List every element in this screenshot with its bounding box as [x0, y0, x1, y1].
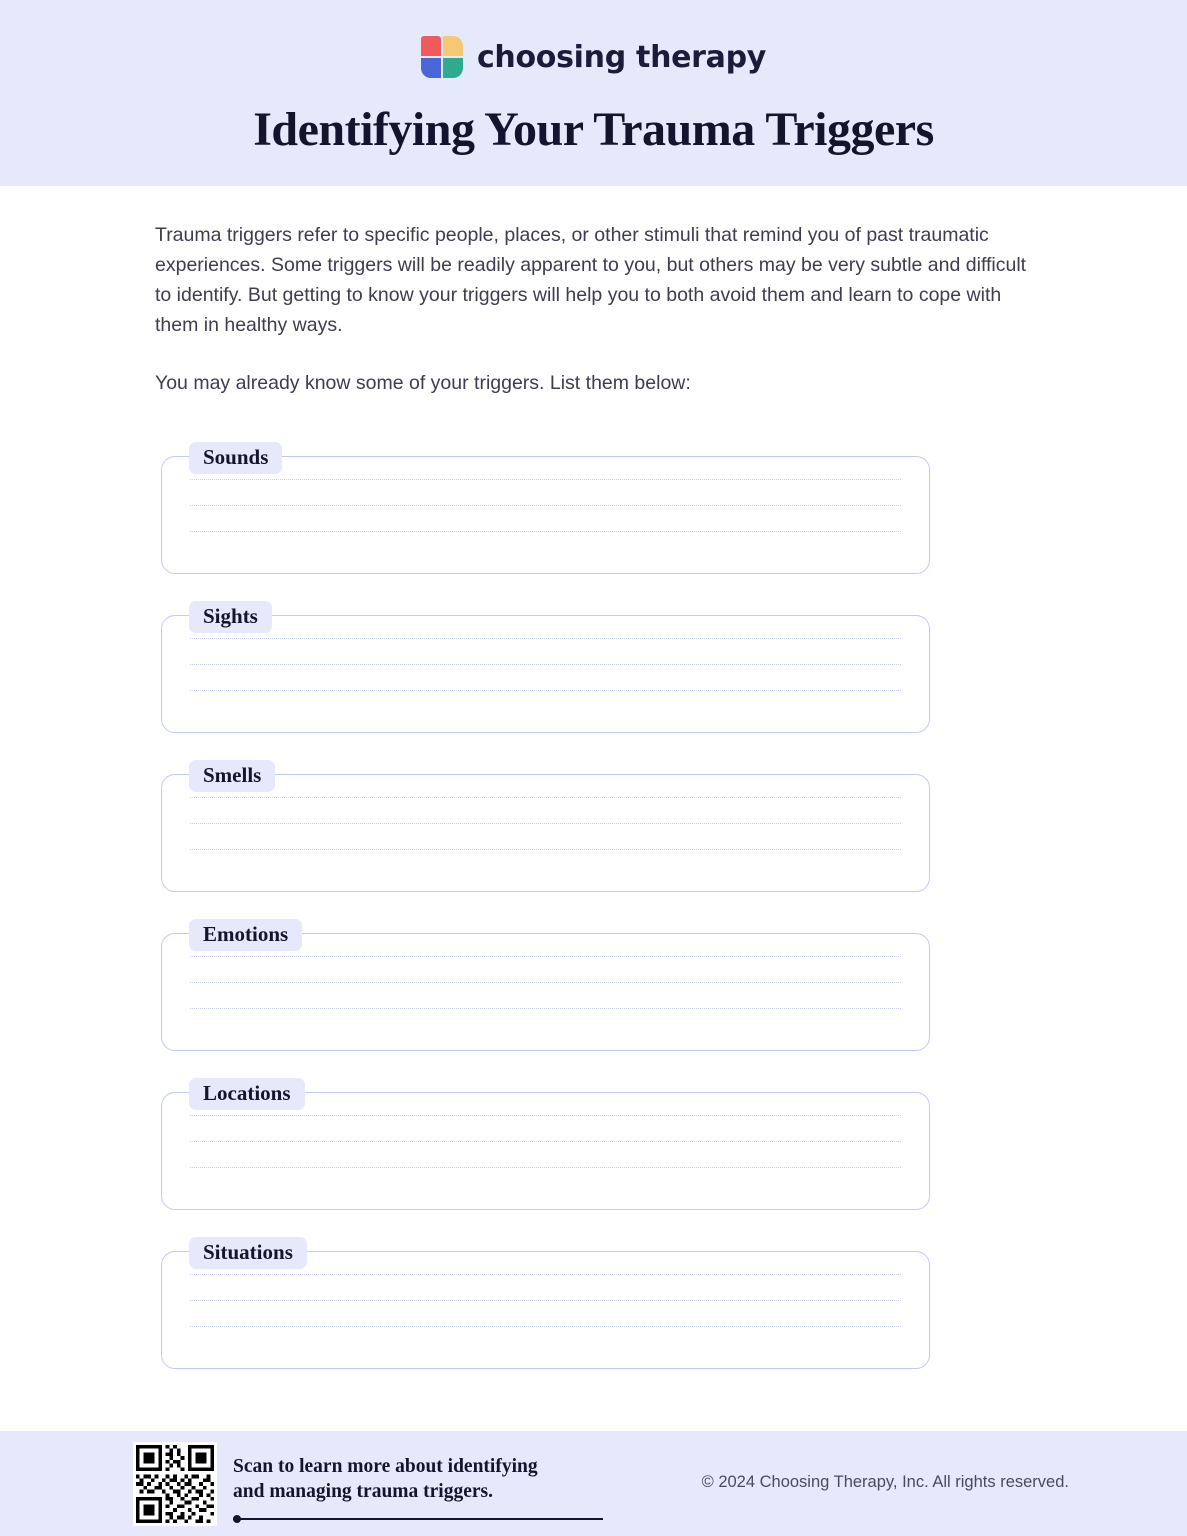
brand [421, 30, 766, 84]
write-line [190, 823, 901, 824]
write-line [190, 505, 901, 506]
scan-underline [233, 1518, 603, 1520]
write-line [190, 797, 901, 798]
qr-code-icon[interactable] [133, 1442, 217, 1526]
field-label-situations: Situations [189, 1237, 307, 1269]
field-smells [158, 763, 1047, 892]
field-sounds [158, 445, 1047, 574]
choosing-therapy-logo-icon [421, 36, 463, 78]
write-line [190, 479, 901, 480]
write-line [190, 690, 901, 691]
intro-paragraph-1: Trauma triggers refer to specific people, places, or other stimuli that remind you of past traumatic experiences. Some triggers will be readily apparent to you, but others may be very subtle and difficult to identify. But getting to know your triggers will help you to both avoid them and learn to cope with them in healthy ways. [155, 224, 1027, 336]
scan-instruction-line-1: Scan to learn more about identifying [233, 1455, 538, 1477]
trigger-fields-list [155, 445, 1047, 1369]
field-input-smells[interactable] [161, 774, 930, 892]
field-locations [158, 1081, 1047, 1210]
write-line [190, 1326, 901, 1327]
field-label-locations: Locations [189, 1078, 305, 1110]
page-title: Identifying Your Trauma Triggers [253, 103, 934, 156]
field-sights [158, 604, 1047, 733]
field-label-sights: Sights [189, 601, 272, 633]
write-line [190, 1115, 901, 1116]
scan-instruction-line-2: and managing trauma triggers. [233, 1480, 493, 1502]
page-header [0, 0, 1187, 186]
worksheet-content [0, 186, 1187, 1369]
page-footer [0, 1431, 1187, 1536]
field-input-sights[interactable] [161, 615, 930, 733]
field-label-emotions: Emotions [189, 919, 302, 951]
copyright-text: © 2024 Choosing Therapy, Inc. All rights reserved. [701, 1473, 1069, 1491]
write-line [190, 531, 901, 532]
brand-name: choosing therapy [476, 39, 767, 75]
field-label-sounds: Sounds [189, 442, 282, 474]
scan-instruction [233, 1454, 538, 1514]
intro-paragraph-2: You may already know some of your triggers. List them below: [155, 372, 691, 394]
field-situations [158, 1240, 1047, 1369]
write-line [190, 1274, 901, 1275]
write-line [190, 664, 901, 665]
write-line [190, 1300, 901, 1301]
write-line [190, 1167, 901, 1168]
write-line [190, 638, 901, 639]
write-line [190, 849, 901, 850]
write-line [190, 956, 901, 957]
write-line [190, 1141, 901, 1142]
field-emotions [158, 922, 1047, 1051]
write-line [190, 1008, 901, 1009]
write-line [190, 982, 901, 983]
field-label-smells: Smells [189, 760, 275, 792]
